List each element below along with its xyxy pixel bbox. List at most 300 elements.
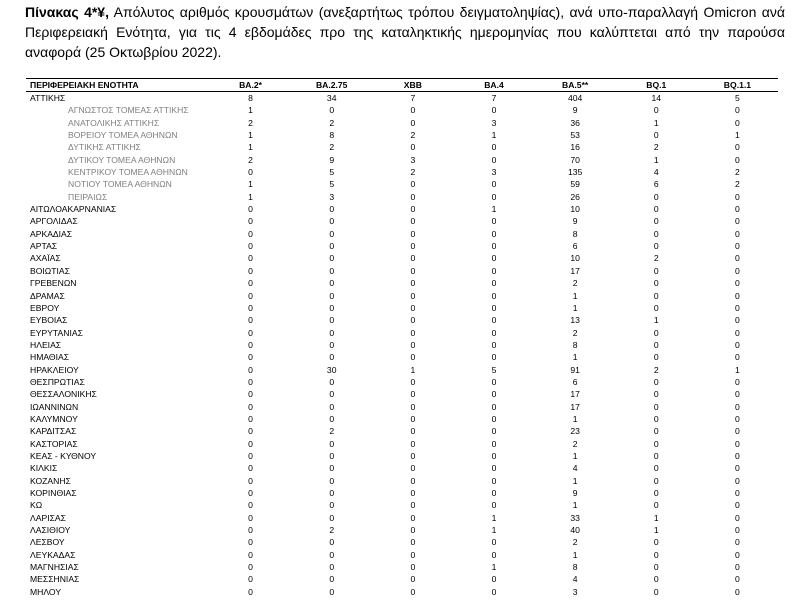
table-row (26, 487, 778, 499)
cell-ba275: 0 (329, 549, 335, 560)
cell-bq1: 0 (653, 204, 659, 215)
region-name: ΚΑΡΔΙΤΣΑΣ (30, 426, 77, 437)
cell-ba4: 0 (491, 302, 497, 313)
cell-bq1: 1 (653, 512, 659, 523)
cell-ba4: 5 (491, 364, 497, 375)
cell-bq1: 0 (653, 278, 659, 289)
table-row (26, 549, 778, 561)
region-name: ΚΟΡΙΝΘΙΑΣ (30, 488, 77, 498)
cell-ba4: 0 (491, 413, 497, 424)
cell-ba4: 0 (491, 105, 497, 116)
cell-ba4: 0 (491, 142, 497, 153)
cell-ba5: 26 (570, 191, 580, 202)
cell-bq1: 0 (653, 475, 659, 486)
cell-bq11: 0 (735, 389, 740, 400)
cell-ba4: 0 (491, 241, 497, 252)
cell-ba275: 0 (329, 413, 335, 424)
cell-ba5: 1 (572, 413, 578, 424)
cell-ba2: 8 (248, 93, 253, 103)
table-row (26, 401, 778, 413)
cell-bq1: 2 (653, 142, 659, 153)
cell-ba275: 0 (329, 475, 335, 486)
cell-xbb: 0 (410, 278, 416, 289)
region-name: ΚΑΛΥΜΝΟΥ (30, 413, 78, 424)
cell-bq11: 0 (735, 500, 740, 511)
cell-bq1: 0 (653, 463, 659, 474)
table-row (26, 536, 778, 548)
cell-xbb: 2 (410, 167, 416, 178)
cell-ba4: 0 (491, 426, 497, 437)
cell-xbb: 3 (410, 154, 416, 165)
cell-xbb: 0 (410, 327, 416, 338)
cell-bq11: 0 (735, 512, 740, 523)
cell-bq1: 6 (653, 179, 659, 190)
cell-xbb: 0 (410, 450, 416, 461)
cell-bq11: 0 (735, 241, 740, 252)
region-name: ΚΩ (30, 500, 43, 511)
cell-bq1: 1 (653, 315, 659, 326)
cell-ba2: 0 (248, 339, 253, 350)
variant-cases-table (26, 78, 778, 598)
cell-ba4: 0 (491, 463, 497, 474)
cell-ba275: 8 (329, 130, 335, 141)
cell-ba2: 1 (248, 142, 253, 153)
cell-ba5: 40 (570, 525, 580, 536)
cell-ba4: 0 (491, 327, 497, 338)
cell-xbb: 0 (410, 475, 416, 486)
cell-ba5: 8 (572, 339, 578, 350)
cell-ba4: 0 (491, 574, 497, 585)
cell-ba4: 0 (491, 191, 497, 202)
table-row (26, 364, 778, 376)
cell-ba4: 0 (491, 438, 497, 449)
region-name: ΛΑΡΙΣΑΣ (30, 512, 66, 523)
cell-bq1: 0 (653, 488, 659, 498)
cell-ba275: 0 (329, 450, 335, 461)
table-row (26, 351, 778, 363)
cell-ba5: 2 (572, 278, 578, 289)
cell-ba2: 0 (248, 389, 253, 400)
table-row (26, 92, 778, 105)
table-row (26, 314, 778, 326)
cell-xbb: 0 (410, 512, 416, 523)
cell-xbb: 0 (410, 376, 416, 387)
cell-xbb: 0 (410, 191, 416, 202)
region-name: ΓΡΕΒΕΝΩΝ (30, 278, 77, 289)
cell-bq1: 0 (653, 105, 659, 116)
cell-xbb: 0 (410, 438, 416, 449)
cell-ba4: 0 (491, 253, 497, 264)
cell-xbb: 0 (410, 228, 416, 239)
cell-ba5: 3 (572, 586, 578, 597)
cell-bq1: 0 (653, 426, 659, 437)
table-row (26, 240, 778, 252)
cell-bq1: 0 (653, 130, 659, 141)
cell-bq1: 0 (653, 401, 659, 412)
cell-bq1: 0 (653, 549, 659, 560)
cell-xbb: 0 (410, 525, 416, 536)
cell-bq1: 0 (653, 586, 659, 597)
region-name: ΚΕΑΣ - ΚΥΘΝΟΥ (30, 450, 97, 461)
table-row (26, 117, 778, 129)
cell-ba5: 9 (572, 488, 578, 498)
cell-ba5: 4 (572, 463, 578, 474)
cell-ba2: 2 (248, 117, 253, 128)
cell-ba5: 6 (572, 241, 578, 252)
cell-xbb: 0 (410, 142, 416, 153)
cell-ba5: 2 (572, 327, 578, 338)
table-row (26, 524, 778, 536)
table-row (26, 561, 778, 573)
cell-ba5: 59 (570, 179, 580, 190)
region-name: ΑΡΚΑΔΙΑΣ (30, 228, 73, 239)
cell-xbb: 0 (410, 537, 416, 548)
region-name: ΠΕΙΡΑΙΩΣ (68, 191, 108, 202)
cell-ba2: 0 (248, 241, 253, 252)
cell-bq11: 0 (735, 586, 740, 597)
region-name: ΘΕΣΣΑΛΟΝΙΚΗΣ (30, 389, 97, 400)
region-name: ΝΟΤΙΟΥ ΤΟΜΕΑ ΑΘΗΝΩΝ (68, 179, 172, 190)
cell-ba275: 0 (329, 302, 335, 313)
cell-ba5: 404 (567, 93, 583, 103)
cell-xbb: 7 (410, 93, 416, 103)
cell-ba2: 0 (248, 512, 253, 523)
cell-ba275: 9 (329, 154, 335, 165)
table-row (26, 302, 778, 314)
cell-ba2: 0 (248, 376, 253, 387)
cell-ba275: 0 (329, 352, 335, 363)
cell-bq1: 1 (653, 154, 659, 165)
header-ba4: BA.4 (453, 79, 534, 92)
cell-bq11: 1 (735, 364, 740, 375)
cell-bq1: 0 (653, 327, 659, 338)
cell-bq11: 0 (735, 278, 740, 289)
cell-bq11: 0 (735, 488, 740, 498)
cell-ba4: 0 (491, 389, 497, 400)
cell-ba4: 0 (491, 315, 497, 326)
cell-ba275: 0 (329, 204, 335, 215)
header-xbb: XBB (372, 79, 453, 92)
table-row (26, 203, 778, 215)
region-name: ΕΥΒΟΙΑΣ (30, 315, 68, 326)
cell-ba275: 5 (329, 179, 335, 190)
cell-bq11: 0 (735, 413, 740, 424)
cell-ba2: 0 (248, 265, 253, 276)
cell-ba5: 10 (570, 204, 580, 215)
cell-ba275: 0 (329, 389, 335, 400)
cell-bq1: 0 (653, 376, 659, 387)
cell-ba4: 0 (491, 475, 497, 486)
cell-ba4: 1 (491, 130, 497, 141)
cell-ba5: 1 (572, 500, 578, 511)
cell-ba4: 1 (491, 512, 497, 523)
cell-ba5: 135 (567, 167, 583, 178)
cell-ba4: 0 (491, 278, 497, 289)
cell-ba4: 0 (491, 401, 497, 412)
cell-ba4: 0 (491, 376, 497, 387)
cell-ba5: 16 (570, 142, 580, 153)
cell-ba4: 3 (491, 117, 497, 128)
cell-bq1: 14 (651, 93, 662, 103)
region-name: ΘΕΣΠΡΩΤΙΑΣ (30, 376, 85, 387)
cell-bq1: 4 (653, 167, 659, 178)
cell-ba275: 0 (329, 228, 335, 239)
cell-ba2: 0 (248, 401, 253, 412)
cell-bq11: 2 (735, 167, 740, 178)
header-bq11: BQ.1.1 (697, 79, 778, 92)
cell-ba4: 7 (491, 93, 497, 103)
cell-ba5: 9 (572, 105, 578, 116)
region-name: ΛΕΣΒΟΥ (30, 537, 65, 548)
cell-ba2: 1 (248, 191, 253, 202)
region-name: ΔΡΑΜΑΣ (30, 290, 65, 301)
cell-ba275: 0 (329, 463, 335, 474)
region-name: ΕΥΡΥΤΑΝΙΑΣ (30, 327, 83, 338)
table-row (26, 425, 778, 437)
cell-ba275: 0 (329, 216, 335, 227)
cell-xbb: 0 (410, 253, 416, 264)
region-name: ΛΕΥΚΑΔΑΣ (30, 549, 76, 560)
cell-bq11: 0 (735, 339, 740, 350)
cell-bq11: 1 (735, 130, 740, 141)
region-name: ΕΒΡΟΥ (30, 302, 60, 313)
cell-ba2: 0 (248, 574, 253, 585)
cell-ba2: 0 (248, 216, 253, 227)
cell-ba5: 1 (572, 290, 578, 301)
cell-ba4: 0 (491, 450, 497, 461)
table-row (26, 512, 778, 524)
table-row (26, 573, 778, 585)
cell-bq1: 0 (653, 191, 659, 202)
table-row (26, 413, 778, 425)
cell-xbb: 0 (410, 413, 416, 424)
cell-ba5: 10 (570, 253, 580, 264)
cell-ba2: 0 (248, 475, 253, 486)
cell-ba4: 0 (491, 154, 497, 165)
cell-bq1: 0 (653, 302, 659, 313)
cell-ba2: 0 (248, 204, 253, 215)
cell-xbb: 0 (410, 241, 416, 252)
cell-ba2: 0 (248, 537, 253, 548)
cell-ba275: 0 (329, 488, 335, 498)
region-name: ΑΝΑΤΟΛΙΚΗΣ ΑΤΤΙΚΗΣ (68, 117, 160, 128)
cell-ba5: 17 (570, 265, 580, 276)
table-row (26, 141, 778, 153)
cell-bq11: 0 (735, 302, 740, 313)
cell-ba275: 0 (329, 537, 335, 548)
cell-xbb: 0 (410, 549, 416, 560)
cell-ba275: 0 (329, 376, 335, 387)
cell-ba2: 2 (248, 154, 253, 165)
cell-ba5: 17 (570, 389, 580, 400)
cell-xbb: 0 (410, 586, 416, 597)
header-ba2: BA.2* (210, 79, 291, 92)
cell-xbb: 0 (410, 352, 416, 363)
cell-ba275: 2 (329, 117, 335, 128)
table-row (26, 388, 778, 400)
table-row (26, 339, 778, 351)
cell-ba275: 2 (329, 426, 335, 437)
cell-ba275: 30 (326, 364, 337, 375)
cell-bq1: 0 (653, 413, 659, 424)
cell-ba2: 0 (248, 426, 253, 437)
cell-bq11: 5 (735, 93, 740, 103)
table-row (26, 290, 778, 302)
cell-ba5: 6 (572, 376, 578, 387)
cell-bq11: 0 (735, 475, 740, 486)
cell-bq11: 0 (735, 216, 740, 227)
cell-ba2: 0 (248, 525, 253, 536)
cell-bq11: 0 (735, 463, 740, 474)
cell-ba2: 0 (248, 413, 253, 424)
region-name: ΗΡΑΚΛΕΙΟΥ (30, 364, 79, 375)
table-caption (25, 2, 785, 62)
table-row (26, 178, 778, 190)
cell-bq11: 0 (735, 537, 740, 548)
cell-bq1: 0 (653, 228, 659, 239)
table-row (26, 462, 778, 474)
cell-bq1: 0 (653, 537, 659, 548)
cell-ba5: 13 (570, 315, 580, 326)
region-name: ΗΛΕΙΑΣ (30, 339, 62, 350)
cell-xbb: 0 (410, 204, 416, 215)
region-name: ΛΑΣΙΘΙΟΥ (30, 525, 71, 536)
cell-bq1: 0 (653, 339, 659, 350)
cell-ba2: 0 (248, 586, 253, 597)
cell-ba5: 2 (572, 537, 578, 548)
cell-bq1: 0 (653, 574, 659, 585)
cell-ba275: 3 (329, 191, 335, 202)
cell-bq1: 2 (653, 253, 659, 264)
cell-ba275: 0 (329, 574, 335, 585)
cell-ba275: 0 (329, 562, 335, 573)
cell-ba5: 8 (572, 562, 578, 573)
cell-ba4: 0 (491, 339, 497, 350)
cell-ba4: 1 (491, 562, 497, 573)
header-region: ΠΕΡΙΦΕΡΕΙΑΚΗ ΕΝΟΤΗΤΑ (26, 79, 210, 92)
cell-xbb: 1 (410, 364, 416, 375)
cell-bq11: 0 (735, 191, 740, 202)
cell-ba4: 0 (491, 290, 497, 301)
cell-ba2: 0 (248, 290, 253, 301)
cell-bq11: 0 (735, 438, 740, 449)
cell-ba4: 0 (491, 179, 497, 190)
table-caption-label: Πίνακας 4*¥, (25, 4, 109, 20)
region-name: ΚΕΝΤΡΙΚΟΥ ΤΟΜΕΑ ΑΘΗΝΩΝ (68, 167, 188, 178)
cell-bq1: 0 (653, 438, 659, 449)
cell-ba2: 0 (248, 450, 253, 461)
cell-bq1: 0 (653, 290, 659, 301)
cell-ba4: 0 (491, 265, 497, 276)
region-name: ΔΥΤΙΚΗΣ ΑΤΤΙΚΗΣ (68, 142, 141, 153)
cell-ba2: 0 (248, 463, 253, 474)
cell-bq11: 0 (735, 154, 740, 165)
cell-ba275: 0 (329, 586, 335, 597)
cell-ba4: 3 (491, 167, 497, 178)
region-name: ΗΜΑΘΙΑΣ (30, 352, 70, 363)
cell-ba275: 0 (329, 253, 335, 264)
cell-bq11: 0 (735, 376, 740, 387)
cell-bq1: 0 (653, 241, 659, 252)
cell-bq1: 1 (653, 117, 659, 128)
cell-ba4: 1 (491, 204, 497, 215)
cell-ba5: 1 (572, 302, 578, 313)
table-row (26, 215, 778, 227)
cell-ba5: 1 (572, 352, 578, 363)
cell-ba275: 0 (329, 438, 335, 449)
cell-ba5: 33 (570, 512, 580, 523)
region-name: ΙΩΑΝΝΙΝΩΝ (30, 401, 79, 412)
cell-ba4: 0 (491, 586, 497, 597)
cell-bq1: 0 (653, 265, 659, 276)
cell-ba5: 2 (572, 438, 578, 449)
cell-ba4: 1 (491, 525, 497, 536)
cell-ba2: 0 (248, 167, 253, 178)
cell-ba5: 1 (572, 450, 578, 461)
cell-ba2: 0 (248, 352, 253, 363)
table-row (26, 166, 778, 178)
cell-ba275: 2 (329, 142, 335, 153)
cell-ba5: 8 (572, 228, 578, 239)
cell-ba2: 0 (248, 364, 253, 375)
cell-bq11: 0 (735, 315, 740, 326)
cell-ba4: 0 (491, 537, 497, 548)
cell-xbb: 0 (410, 105, 416, 116)
cell-bq11: 0 (735, 352, 740, 363)
region-name: ΑΡΤΑΣ (30, 241, 58, 252)
cell-ba4: 0 (491, 228, 497, 239)
cell-ba275: 0 (329, 315, 335, 326)
cell-ba275: 0 (329, 339, 335, 350)
region-name: ΚΟΖΑΝΗΣ (30, 475, 71, 486)
cell-ba2: 0 (248, 302, 253, 313)
region-name: ΑΤΤΙΚΗΣ (30, 93, 66, 103)
region-name: ΑΧΑΪΑΣ (30, 253, 61, 264)
cell-bq11: 0 (735, 290, 740, 301)
table-row (26, 475, 778, 487)
region-name: ΜΕΣΣΗΝΙΑΣ (30, 574, 80, 585)
cell-bq11: 0 (735, 142, 740, 153)
cell-ba5: 36 (570, 117, 580, 128)
region-name: ΜΗΛΟΥ (30, 586, 62, 597)
table-row (26, 438, 778, 450)
cell-ba4: 0 (491, 216, 497, 227)
cell-ba4: 0 (491, 549, 497, 560)
cell-bq11: 0 (735, 525, 740, 536)
table-row (26, 277, 778, 289)
cell-ba275: 0 (329, 500, 335, 511)
cell-bq11: 0 (735, 253, 740, 264)
table-row (26, 129, 778, 141)
header-ba275: BA.2.75 (291, 79, 372, 92)
cell-bq11: 0 (735, 228, 740, 239)
cell-bq11: 0 (735, 562, 740, 573)
cell-ba5: 9 (572, 216, 578, 227)
region-name: ΚΙΛΚΙΣ (30, 463, 58, 474)
cell-ba275: 0 (329, 105, 335, 116)
cell-ba275: 0 (329, 278, 335, 289)
cell-ba5: 1 (572, 549, 578, 560)
cell-bq1: 1 (653, 525, 659, 536)
cell-xbb: 0 (410, 339, 416, 350)
table-row (26, 450, 778, 462)
cell-bq11: 0 (735, 426, 740, 437)
cell-ba275: 0 (329, 290, 335, 301)
cell-ba4: 0 (491, 500, 497, 511)
cell-ba275: 0 (329, 265, 335, 276)
cell-xbb: 0 (410, 488, 416, 498)
cell-ba4: 0 (491, 352, 497, 363)
